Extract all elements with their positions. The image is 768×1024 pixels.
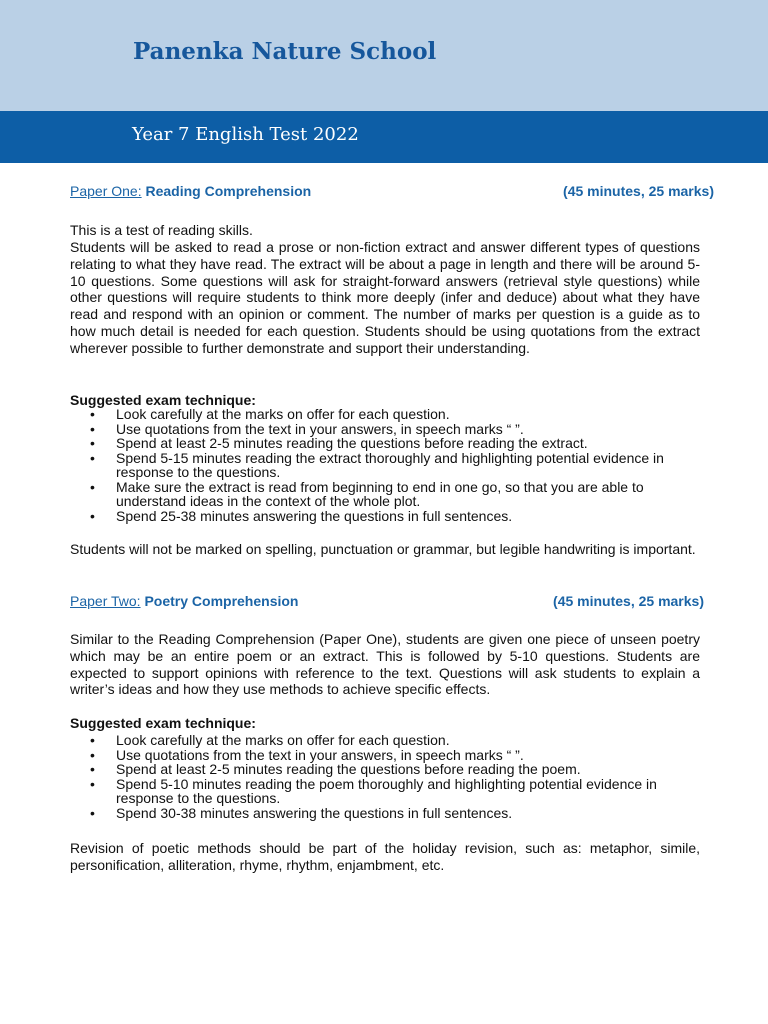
list-item: • Spend 30-38 minutes answering the questions in full sentences. xyxy=(90,804,513,821)
paper-two-duration: (45 minutes, 25 marks) xyxy=(553,593,704,609)
paper-one-intro: This is a test of reading skills. xyxy=(70,222,253,238)
paper-two-label: Paper Two: xyxy=(70,593,141,609)
paper-two-name: Poetry Comprehension xyxy=(140,593,299,609)
paper-two-technique-list xyxy=(70,733,670,820)
title-band xyxy=(0,111,768,163)
list-item: • Spend 5-15 minutes reading the extract thoroughly and highlighting potential evidence in response to the questions. xyxy=(90,449,664,480)
paper-two-technique-title: Suggested exam technique: xyxy=(70,715,256,731)
list-item: • Use quotations from the text in your answers, in speech marks “ ”. xyxy=(90,420,524,437)
bullet-icon: • xyxy=(90,406,95,422)
bullet-icon: • xyxy=(90,775,95,792)
list-item: • Spend 5-10 minutes reading the poem thoroughly and highlighting potential evidence in response to the questions. xyxy=(90,775,657,806)
bullet-icon: • xyxy=(90,478,95,495)
paper-one-name: Reading Comprehension xyxy=(141,183,312,199)
test-title: Year 7 English Test 2022 xyxy=(132,124,359,145)
paper-two-revision: Revision of poetic methods should be part of the holiday revision, such as: metaphor, simile, personification, alliteration, rhyme, rhythm, enjambment, etc. xyxy=(70,840,700,873)
paper-one-technique-title: Suggested exam technique: xyxy=(70,392,256,408)
list-item: • Use quotations from the text in your answers, in speech marks “ ”. xyxy=(90,746,524,763)
list-item: • Look carefully at the marks on offer for each question. xyxy=(90,732,450,748)
paper-one-note: Students will not be marked on spelling, punctuation or grammar, but legible handwriting is important. xyxy=(70,541,696,557)
bullet-icon: • xyxy=(90,449,95,466)
paper-one-duration: (45 minutes, 25 marks) xyxy=(563,183,714,199)
paper-one-heading xyxy=(70,183,714,201)
bullet-icon: • xyxy=(90,507,95,524)
bullet-icon: • xyxy=(90,804,95,821)
paper-one-technique-list xyxy=(70,407,670,523)
bullet-icon: • xyxy=(90,732,95,748)
list-item: • Look carefully at the marks on offer for each question. xyxy=(90,406,450,422)
paper-two-description: Similar to the Reading Comprehension (Paper One), students are given one piece of unseen poetry which may be an entire poem or an extract. This is followed by 5-10 questions. Students are expected to support opinions with reference to the text. Questions will ask students to explain a writer’s ideas and how they use methods to achieve specific effects. xyxy=(70,631,700,698)
bullet-icon: • xyxy=(90,761,95,777)
paper-one-description: Students will be asked to read a prose or non-fiction extract and answer different types of questions relating to what they have read. The extract will be about a page in length and there will be around 5-10 questions. Some questions will ask for straight-forward answers (retrieval style questions) while other questions will require students to think more deeply (infer and deduce) about what they have read and respond with an opinion or comment. The number of marks per question is a guide as to how much detail is needed for each question. Students should be using quotations from the extract wherever possible to further demonstrate and support their understanding. xyxy=(70,239,700,356)
school-name: Panenka Nature School xyxy=(133,38,437,65)
bullet-icon: • xyxy=(90,435,95,451)
bullet-icon: • xyxy=(90,746,95,763)
list-item: • Spend 25-38 minutes answering the questions in full sentences. xyxy=(90,507,513,524)
list-item: • Make sure the extract is read from beginning to end in one go, so that you are able to understand ideas in the context of the whole plot. xyxy=(90,478,644,509)
paper-two-heading xyxy=(70,593,704,611)
bullet-icon: • xyxy=(90,420,95,437)
list-item: • Spend at least 2-5 minutes reading the questions before reading the poem. xyxy=(90,761,581,777)
paper-one-label: Paper One: xyxy=(70,183,142,199)
list-item: • Spend at least 2-5 minutes reading the questions before reading the extract. xyxy=(90,435,588,451)
